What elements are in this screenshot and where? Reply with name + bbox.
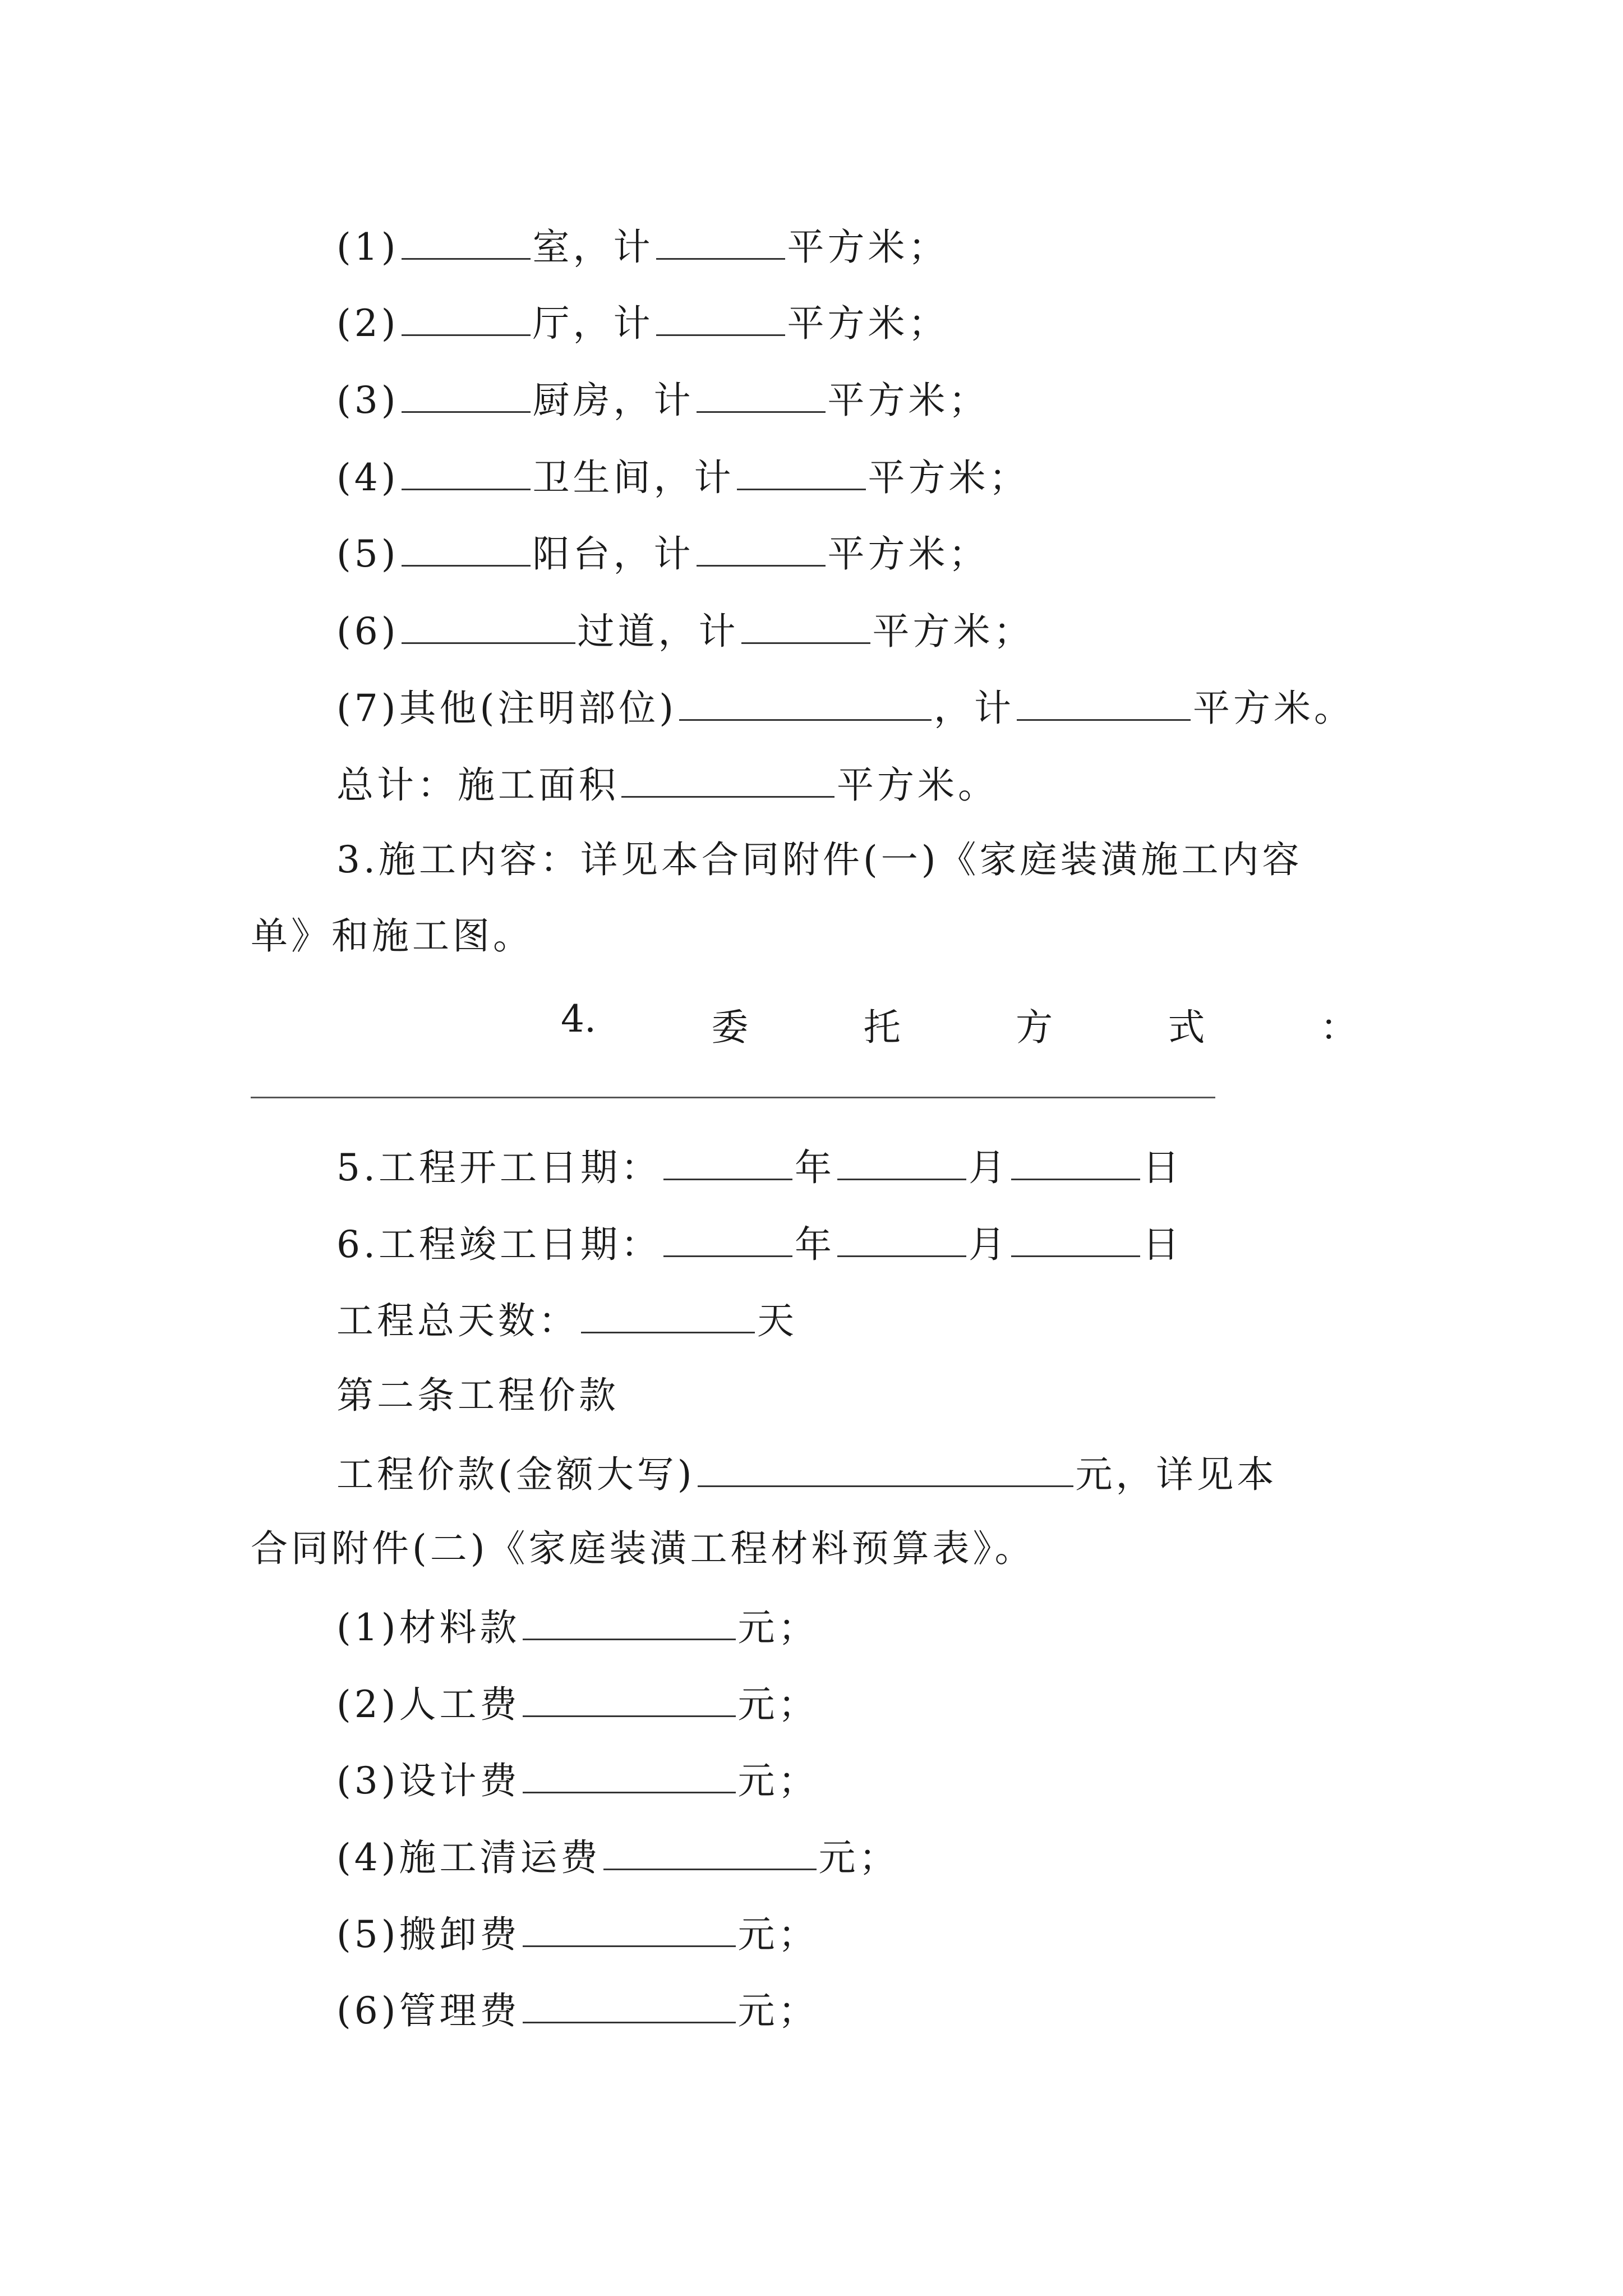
area-number: (5) xyxy=(336,532,399,576)
fee-label: (1)材料款 xyxy=(336,1606,520,1649)
day-label: 日 xyxy=(1142,1146,1183,1189)
day-label: 日 xyxy=(1142,1223,1183,1266)
price-suffix: 元，详见本 xyxy=(1075,1453,1278,1496)
price-line xyxy=(336,1453,1278,1496)
year-label: 年 xyxy=(794,1146,835,1189)
fee-unit: 元； xyxy=(737,1759,819,1802)
fee-label: (6)管理费 xyxy=(336,1989,520,2032)
blank-field[interactable] xyxy=(837,1147,966,1180)
content-line-2: 单》和施工图。 xyxy=(251,914,533,958)
blank-field[interactable] xyxy=(523,1684,736,1717)
fee-unit: 元； xyxy=(737,1606,819,1649)
area-line-other xyxy=(336,687,1354,730)
start-date-line xyxy=(336,1146,1183,1189)
blank-field[interactable] xyxy=(402,457,531,490)
blank-field[interactable] xyxy=(837,1224,966,1257)
other-area-label: (7)其他(注明部位) xyxy=(336,687,677,730)
delegation-char: 式 xyxy=(1168,1006,1205,1049)
delegation-char: 委 xyxy=(711,1006,749,1049)
area-line-3 xyxy=(336,379,989,422)
total-days-line xyxy=(336,1300,797,1340)
blank-field[interactable] xyxy=(402,227,531,260)
blank-field[interactable] xyxy=(737,457,866,490)
other-area-mid: ，计 xyxy=(934,687,1015,730)
end-date-line xyxy=(336,1223,1183,1266)
start-date-label: 5.工程开工日期： xyxy=(336,1146,661,1189)
area-line-2 xyxy=(336,302,949,345)
total-area-label: 总计：施工面积 xyxy=(336,763,619,807)
delegation-char: 方 xyxy=(1016,1006,1053,1049)
blank-field[interactable] xyxy=(523,1914,736,1947)
price-line-2: 合同附件(二)《家庭装潢工程材料预算表》。 xyxy=(251,1527,1035,1570)
fee-line-5 xyxy=(336,1913,819,1956)
blank-field[interactable] xyxy=(1011,1224,1140,1257)
fee-label: (5)搬卸费 xyxy=(336,1913,520,1956)
area-line-1 xyxy=(336,226,949,269)
area-unit: 平方米； xyxy=(827,532,989,576)
delegation-blank-line[interactable] xyxy=(251,1097,1215,1098)
fee-label: (4)施工清运费 xyxy=(336,1836,601,1879)
area-number: (3) xyxy=(336,379,399,422)
article-2-heading: 第二条工程价款 xyxy=(336,1374,619,1417)
total-days-label: 工程总天数： xyxy=(336,1299,579,1342)
blank-field[interactable] xyxy=(523,1607,736,1640)
end-date-label: 6.工程竣工日期： xyxy=(336,1223,661,1266)
blank-field[interactable] xyxy=(741,611,870,644)
total-days-unit: 天 xyxy=(757,1299,797,1342)
area-line-4 xyxy=(336,456,1030,499)
blank-field[interactable] xyxy=(402,611,575,644)
area-unit: 平方米； xyxy=(787,226,949,269)
fee-unit: 元； xyxy=(737,1913,819,1956)
area-unit: 平方米； xyxy=(868,456,1030,499)
area-line-6 xyxy=(336,610,1034,653)
blank-field[interactable] xyxy=(402,303,531,336)
area-room-label: 厨房，计 xyxy=(532,379,694,422)
blank-field[interactable] xyxy=(697,533,826,567)
delegation-char: ： xyxy=(1320,1006,1357,1049)
month-label: 月 xyxy=(968,1223,1009,1266)
delegation-char: 4. xyxy=(561,997,596,1041)
total-area-unit: 平方米。 xyxy=(837,763,998,807)
fee-unit: 元； xyxy=(737,1989,819,2032)
area-room-label: 卫生间，计 xyxy=(532,456,735,499)
blank-field[interactable] xyxy=(656,227,785,260)
blank-field[interactable] xyxy=(581,1300,755,1333)
fee-line-3 xyxy=(336,1760,819,1800)
blank-field[interactable] xyxy=(679,688,932,721)
fee-line-1 xyxy=(336,1606,819,1649)
blank-field[interactable] xyxy=(698,1454,1073,1487)
area-unit: 平方米； xyxy=(872,610,1034,653)
area-number: (1) xyxy=(336,226,399,269)
fee-unit: 元； xyxy=(737,1683,819,1726)
area-room-label: 阳台，计 xyxy=(532,532,694,576)
fee-line-4 xyxy=(336,1836,900,1879)
content-line-1: 3.施工内容：详见本合同附件(一)《家庭装潢施工内容 xyxy=(336,838,1303,881)
area-unit: 平方米； xyxy=(827,379,989,422)
fee-line-2 xyxy=(336,1683,819,1726)
blank-field[interactable] xyxy=(1011,1147,1140,1180)
blank-field[interactable] xyxy=(663,1224,792,1257)
blank-field[interactable] xyxy=(603,1837,817,1870)
area-room-label: 过道，计 xyxy=(577,610,739,653)
fee-label: (2)人工费 xyxy=(336,1683,520,1726)
delegation-char: 托 xyxy=(863,1006,901,1049)
month-label: 月 xyxy=(968,1146,1009,1189)
fee-line-6 xyxy=(336,1990,819,2030)
blank-field[interactable] xyxy=(656,303,785,336)
fee-label: (3)设计费 xyxy=(336,1759,520,1802)
area-line-5 xyxy=(336,532,989,576)
area-unit: 平方米； xyxy=(787,302,949,345)
year-label: 年 xyxy=(794,1223,835,1266)
area-number: (6) xyxy=(336,610,399,653)
blank-field[interactable] xyxy=(621,765,834,798)
area-room-label: 厅，计 xyxy=(532,302,654,345)
price-label: 工程价款(金额大写) xyxy=(336,1453,695,1496)
blank-field[interactable] xyxy=(523,1760,736,1793)
blank-field[interactable] xyxy=(1017,688,1191,721)
total-area-line xyxy=(336,763,998,807)
blank-field[interactable] xyxy=(663,1147,792,1180)
fee-unit: 元； xyxy=(818,1836,900,1879)
blank-field[interactable] xyxy=(402,380,531,413)
other-area-unit: 平方米。 xyxy=(1193,687,1354,730)
area-number: (2) xyxy=(336,302,399,345)
area-number: (4) xyxy=(336,456,399,499)
blank-field[interactable] xyxy=(697,380,826,413)
blank-field[interactable] xyxy=(523,1990,736,2023)
area-room-label: 室，计 xyxy=(532,226,654,269)
delegation-line xyxy=(561,997,1357,1051)
blank-field[interactable] xyxy=(402,533,531,567)
